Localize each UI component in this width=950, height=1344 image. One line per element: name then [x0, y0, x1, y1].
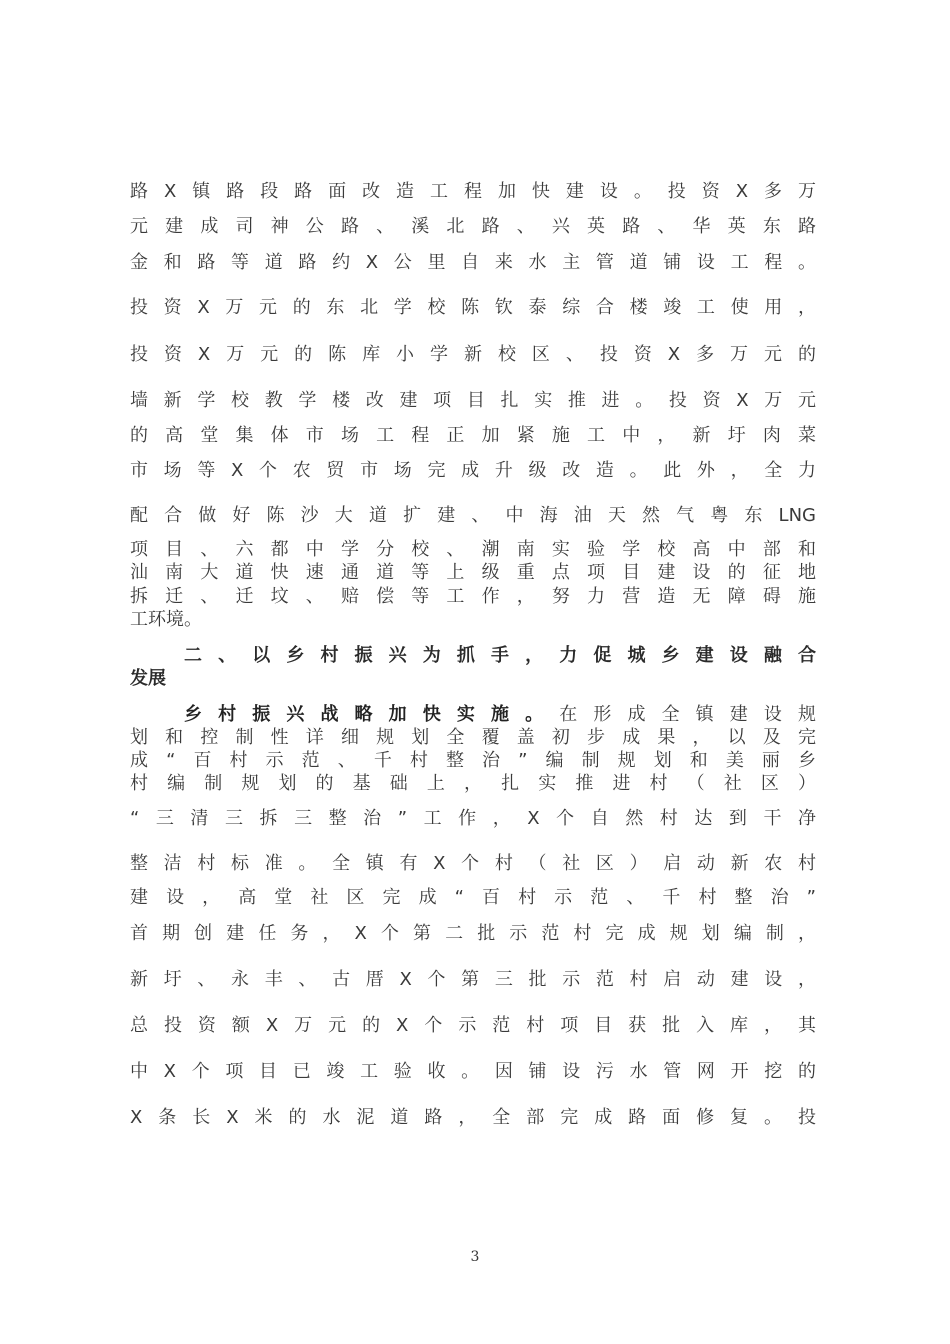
text-line: 中X个项目已竣工验收。因铺设污水管网开挖的	[130, 1061, 816, 1082]
text-line: 项目、六都中学分校、潮南实验学校高中部和	[130, 539, 816, 560]
text-line: X条长X米的水泥道路，全部完成路面修复。投	[130, 1107, 816, 1128]
text-line: 划和控制性详细规划全覆盖初步成果，以及完	[130, 727, 816, 748]
text-line: 墙新学校教学楼改建项目扎实推进。投资X万元	[130, 390, 816, 411]
text-line: “三清三拆三整治”工作，X个自然村达到干净	[130, 808, 816, 829]
text-run: 在形成全镇建设规	[559, 704, 816, 725]
text-line: 金和路等道路约X公里自来水主管道铺设工程。	[130, 252, 816, 273]
text-line: 的高堂集体市场工程正加紧施工中，新圩肉菜	[130, 425, 816, 446]
text-line: 首期创建任务，X个第二批示范村完成规划编制，	[130, 923, 816, 944]
text-line: 工环境。	[130, 609, 202, 630]
text-line: 元建成司神公路、溪北路、兴英路、华英东路	[130, 216, 816, 237]
text-line: 总投资额X万元的X个示范村项目获批入库，其	[130, 1015, 816, 1036]
text-line: 村编制规划的基础上，扎实推进村（社区）	[130, 773, 816, 794]
text-line: 市场等X个农贸市场完成升级改造。此外，全力	[130, 460, 816, 481]
text-line: 拆迁、迁坟、赔偿等工作，努力营造无障碍施	[130, 586, 816, 607]
text-line: 整洁村标准。全镇有X个村（社区）启动新农村	[130, 853, 816, 874]
text-line: 配合做好陈沙大道扩建、中海油天然气粤东LNG	[130, 505, 816, 526]
page-number: 3	[470, 1249, 480, 1265]
text-line: 建设，高堂社区完成“百村示范、千村整治”	[130, 887, 816, 908]
text-line: 投资X万元的东北学校陈钦泰综合楼竣工使用，	[130, 297, 816, 318]
paragraph-first-line	[184, 703, 816, 727]
text-line: 投资X万元的陈库小学新校区、投资X多万元的	[130, 344, 816, 365]
bold-lead-phrase: 乡村振兴战略加快实施。	[184, 704, 560, 725]
text-line: 汕南大道快速通道等上级重点项目建设的征地	[130, 562, 816, 583]
text-line: 成“百村示范、千村整治”编制规划和美丽乡	[130, 750, 816, 771]
section-heading-continuation: 发展	[130, 668, 166, 689]
text-line: 路X镇路段路面改造工程加快建设。投资X多万	[130, 181, 816, 202]
text-line: 新圩、永丰、古厝X个第三批示范村启动建设，	[130, 969, 816, 990]
section-heading: 二、以乡村振兴为抓手，力促城乡建设融合	[184, 645, 816, 666]
